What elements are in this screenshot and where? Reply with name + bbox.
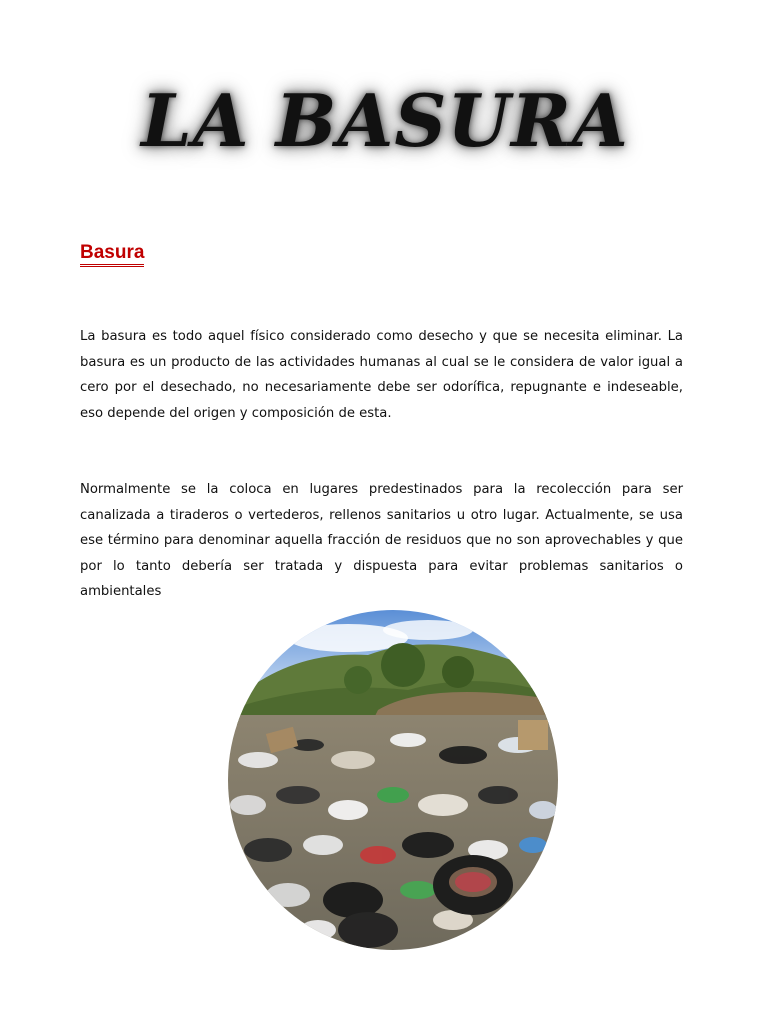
paragraph-2: Normalmente se la coloca en lugares predestinados para la recolección para ser canalizada a tiraderos o vertederos, rellenos sanitarios u otro lugar. Actualmente, se usa ese término para denominar aquella fracción de residuos que no son aprovechables y que por lo tanto debería ser tratada y dispuesta para evitar problemas sanitarios o ambientales: [80, 482, 683, 599]
paragraph-1: La basura es todo aquel físico considerado como desecho y que se necesita eliminar. La basura es un producto de las actividades humanas al cual se le considera de valor igual a cero por el desechado, no necesariamente debe ser odorífica, repugnante e indeseable, eso depende del origen y composición de esta.: [80, 329, 683, 421]
page-title: LA BASURA: [141, 78, 629, 163]
landfill-illustration: [228, 610, 558, 950]
section-heading: Basura: [80, 243, 144, 267]
landfill-photo: [228, 610, 558, 950]
